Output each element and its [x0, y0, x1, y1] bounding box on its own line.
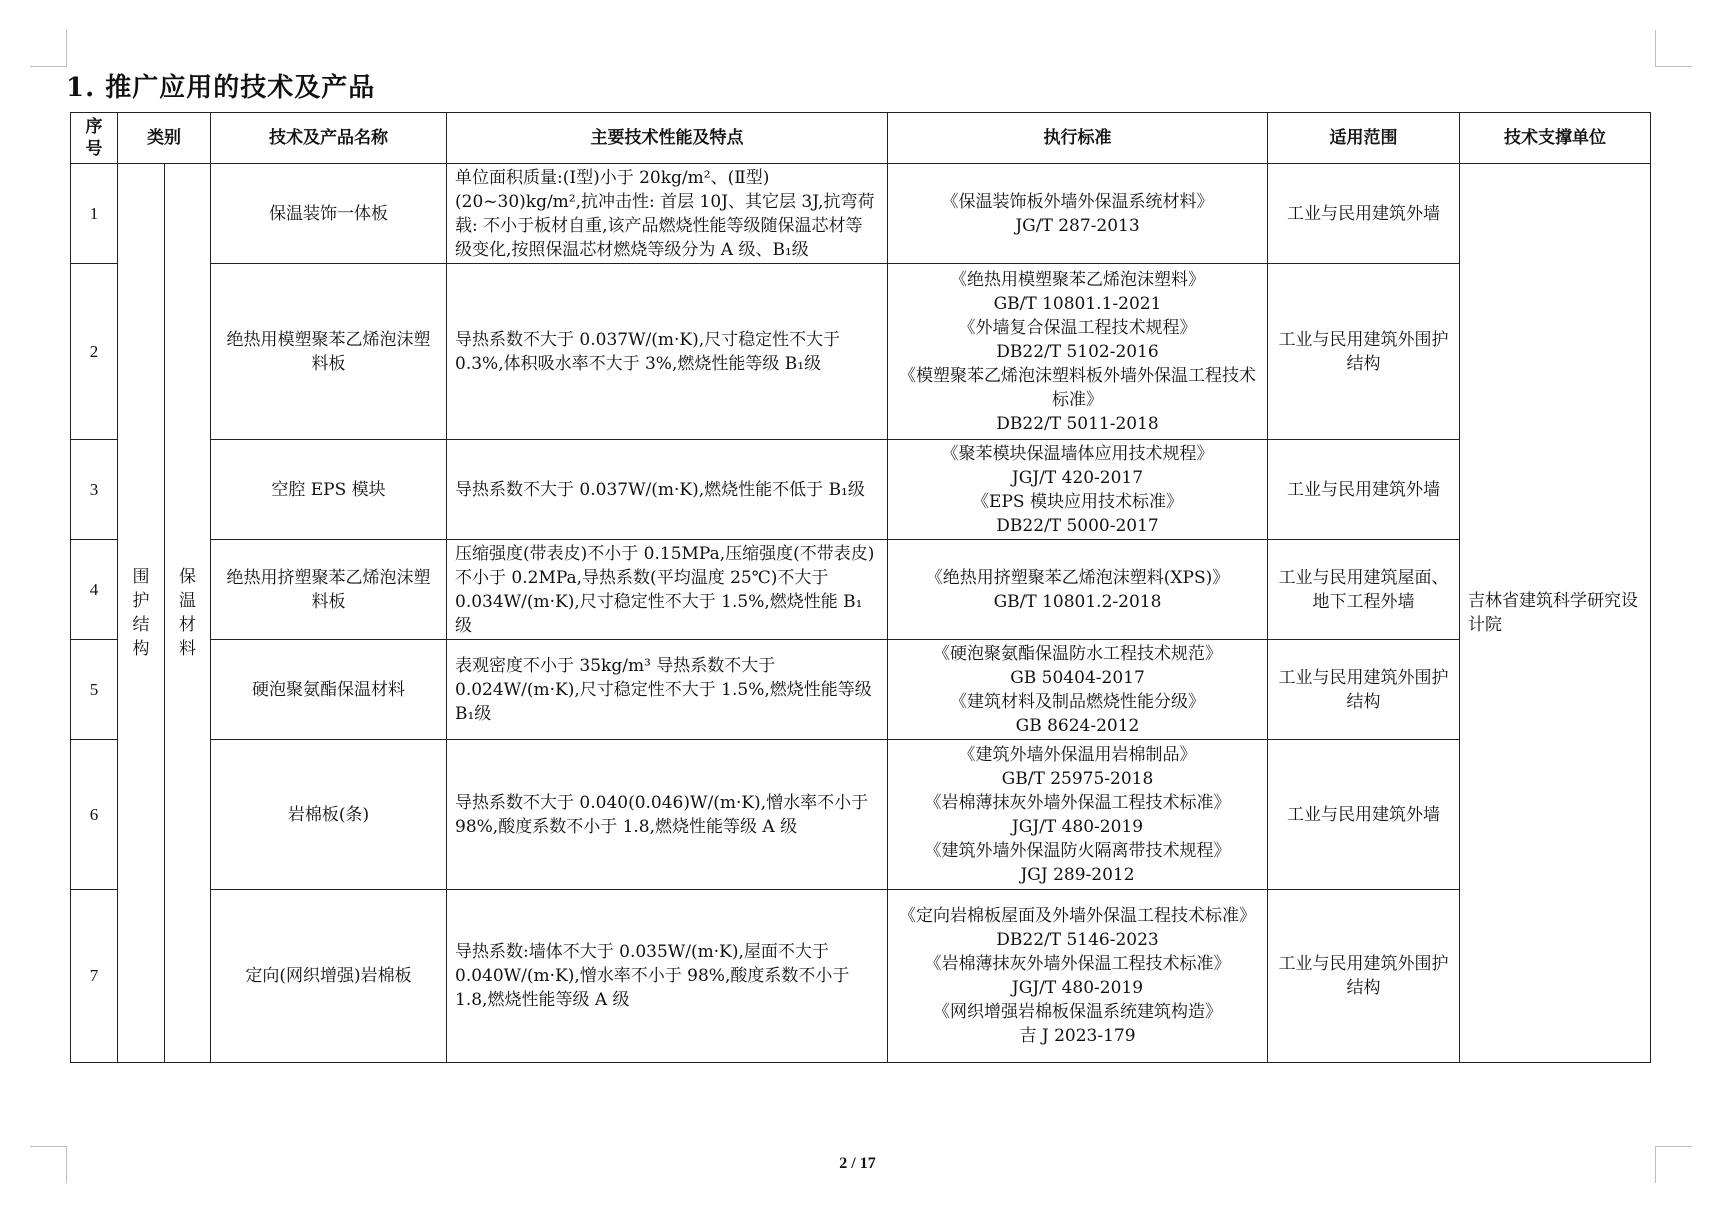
standard-line: DB22/T 5011-2018 — [996, 413, 1159, 434]
standard-line: 《硬泡聚氨酯保温防水工程技术规范》 — [933, 643, 1222, 664]
category-main-label: 围护结构 — [132, 567, 150, 659]
standard-line: 《岩棉薄抹灰外墙外保温工程技术标准》 — [924, 954, 1231, 974]
standard-line: GB 8624-2012 — [1015, 715, 1140, 736]
standard-line: 《岩棉薄抹灰外墙外保温工程技术标准》 — [924, 792, 1231, 813]
standard-line: 《建筑材料及制品燃烧性能分级》 — [950, 691, 1205, 712]
table-row — [71, 740, 1651, 890]
header-standards: 执行标准 — [888, 113, 1268, 164]
support-unit: 吉林省建筑科学研究设计院 — [1460, 164, 1651, 1063]
product-features: 导热系数不大于 0.037W/(m·K),尺寸稳定性不大于 0.3%,体积吸水率不大于 3%,燃烧性能等级 B₁级 — [447, 264, 888, 440]
header-scope: 适用范围 — [1268, 113, 1460, 164]
table-row — [71, 264, 1651, 440]
technology-table — [70, 112, 1651, 1063]
standard-line: 吉 J 2023-179 — [1019, 1026, 1136, 1046]
section-heading: 1. 推广应用的技术及产品 — [66, 73, 376, 103]
product-scope: 工业与民用建筑屋面、地下工程外墙 — [1268, 540, 1460, 640]
category-main-cell — [118, 164, 165, 1063]
row-number: 6 — [71, 740, 118, 890]
category-sub-cell — [165, 164, 211, 1063]
standard-line: 《建筑外墙外保温用岩棉制品》 — [958, 744, 1197, 765]
product-scope: 工业与民用建筑外围护结构 — [1268, 640, 1460, 740]
row-number: 5 — [71, 640, 118, 740]
standard-line: DB22/T 5000-2017 — [996, 515, 1159, 536]
product-scope: 工业与民用建筑外墙 — [1268, 440, 1460, 540]
header-support: 技术支撑单位 — [1460, 113, 1651, 164]
product-name: 空腔 EPS 模块 — [211, 440, 447, 540]
product-name: 定向(网织增强)岩棉板 — [211, 890, 447, 1063]
product-name: 岩棉板(条) — [211, 740, 447, 890]
product-name: 绝热用模塑聚苯乙烯泡沫塑料板 — [211, 264, 447, 440]
standard-line: 《建筑外墙外保温防火隔离带技术规程》 — [924, 840, 1231, 861]
product-name: 绝热用挤塑聚苯乙烯泡沫塑料板 — [211, 540, 447, 640]
product-name: 硬泡聚氨酯保温材料 — [211, 640, 447, 740]
standard-line: 《绝热用挤塑聚苯乙烯泡沫塑料(XPS)》 — [925, 567, 1230, 588]
product-scope: 工业与民用建筑外墙 — [1268, 164, 1460, 264]
crop-mark-top-right — [1655, 30, 1692, 67]
table-row — [71, 164, 1651, 264]
product-scope: 工业与民用建筑外围护结构 — [1268, 264, 1460, 440]
table-row — [71, 440, 1651, 540]
standard-line: GB 50404-2017 — [1010, 667, 1145, 688]
standard-line: DB22/T 5102-2016 — [996, 341, 1159, 362]
standard-line: 《网织增强岩棉板保温系统建筑构造》 — [933, 1002, 1222, 1022]
table-header-row — [71, 113, 1651, 164]
table-row — [71, 540, 1651, 640]
header-category: 类别 — [118, 113, 211, 164]
product-standards — [888, 740, 1268, 890]
standard-line: 《聚苯模块保温墙体应用技术规程》 — [941, 443, 1214, 464]
standard-line: DB22/T 5146-2023 — [996, 930, 1159, 950]
page-number: 2 / 17 — [839, 1155, 876, 1172]
row-number: 3 — [71, 440, 118, 540]
standard-line: GB/T 10801.1-2021 — [993, 293, 1162, 314]
category-sub-label: 保温材料 — [179, 567, 196, 659]
row-number: 4 — [71, 540, 118, 640]
standard-line: 《EPS 模块应用技术标准》 — [972, 491, 1183, 512]
product-standards — [888, 540, 1268, 640]
product-features: 导热系数:墙体不大于 0.035W/(m·K),屋面不大于 0.040W/(m·K),憎水率不小于 98%,酸度系数不小于 1.8,燃烧性能等级 A 级 — [447, 890, 888, 1063]
table-row — [71, 640, 1651, 740]
product-standards — [888, 440, 1268, 540]
standard-line: GB/T 25975-2018 — [1001, 768, 1154, 789]
row-number: 2 — [71, 264, 118, 440]
product-features: 导热系数不大于 0.040(0.046)W/(m·K),憎水率不小于 98%,酸度系数不小于 1.8,燃烧性能等级 A 级 — [447, 740, 888, 890]
standard-line: 《绝热用模塑聚苯乙烯泡沫塑料》 — [950, 269, 1205, 290]
product-features: 表观密度不小于 35kg/m³ 导热系数不大于 0.024W/(m·K),尺寸稳定性不大于 1.5%,燃烧性能等级 B₁级 — [447, 640, 888, 740]
product-standards — [888, 640, 1268, 740]
product-features: 导热系数不大于 0.037W/(m·K),燃烧性能不低于 B₁级 — [447, 440, 888, 540]
table-row — [71, 890, 1651, 1063]
standard-line: JGJ 289-2012 — [1020, 864, 1135, 885]
standard-line: JGJ/T 480-2019 — [1011, 978, 1144, 998]
product-standards — [888, 164, 1268, 264]
product-features: 压缩强度(带表皮)不小于 0.15MPa,压缩强度(不带表皮)不小于 0.2MPa,导热系数(平均温度 25℃)不大于 0.034W/(m·K),尺寸稳定性不大于 1.5%,燃烧性能 B₁级 — [447, 540, 888, 640]
standard-line: 《模塑聚苯乙烯泡沫塑料板外墙外保温工程技术标准》 — [899, 365, 1256, 410]
product-scope: 工业与民用建筑外墙 — [1268, 740, 1460, 890]
product-standards — [888, 890, 1268, 1063]
product-scope: 工业与民用建筑外围护结构 — [1268, 890, 1460, 1063]
crop-mark-top-left — [30, 30, 67, 67]
product-name: 保温装饰一体板 — [211, 164, 447, 264]
standard-line: 《外墙复合保温工程技术规程》 — [958, 317, 1197, 338]
standard-line: JGJ/T 480-2019 — [1011, 816, 1144, 837]
product-features: 单位面积质量:(Ⅰ型)小于 20kg/m²、(Ⅱ型)(20~30)kg/m²,抗冲击性: 首层 10J、其它层 3J,抗弯荷载: 不小于板材自重,该产品燃烧性能等级随保温芯材等级变化,按照保温芯材燃烧等级分为 A 级、B₁级 — [447, 164, 888, 264]
page-footer — [0, 1155, 1715, 1173]
standard-line: 《保温装饰板外墙外保温系统材料》 — [941, 191, 1214, 212]
standard-line: GB/T 10801.2-2018 — [993, 591, 1162, 612]
standard-line: JGJ/T 420-2017 — [1011, 467, 1144, 488]
product-standards — [888, 264, 1268, 440]
standard-line: JG/T 287-2013 — [1015, 215, 1140, 236]
row-number: 7 — [71, 890, 118, 1063]
standard-line: 《定向岩棉板屋面及外墙外保温工程技术标准》 — [899, 906, 1256, 926]
header-name: 技术及产品名称 — [211, 113, 447, 164]
header-seq: 序号 — [71, 113, 118, 164]
row-number: 1 — [71, 164, 118, 264]
header-features: 主要技术性能及特点 — [447, 113, 888, 164]
